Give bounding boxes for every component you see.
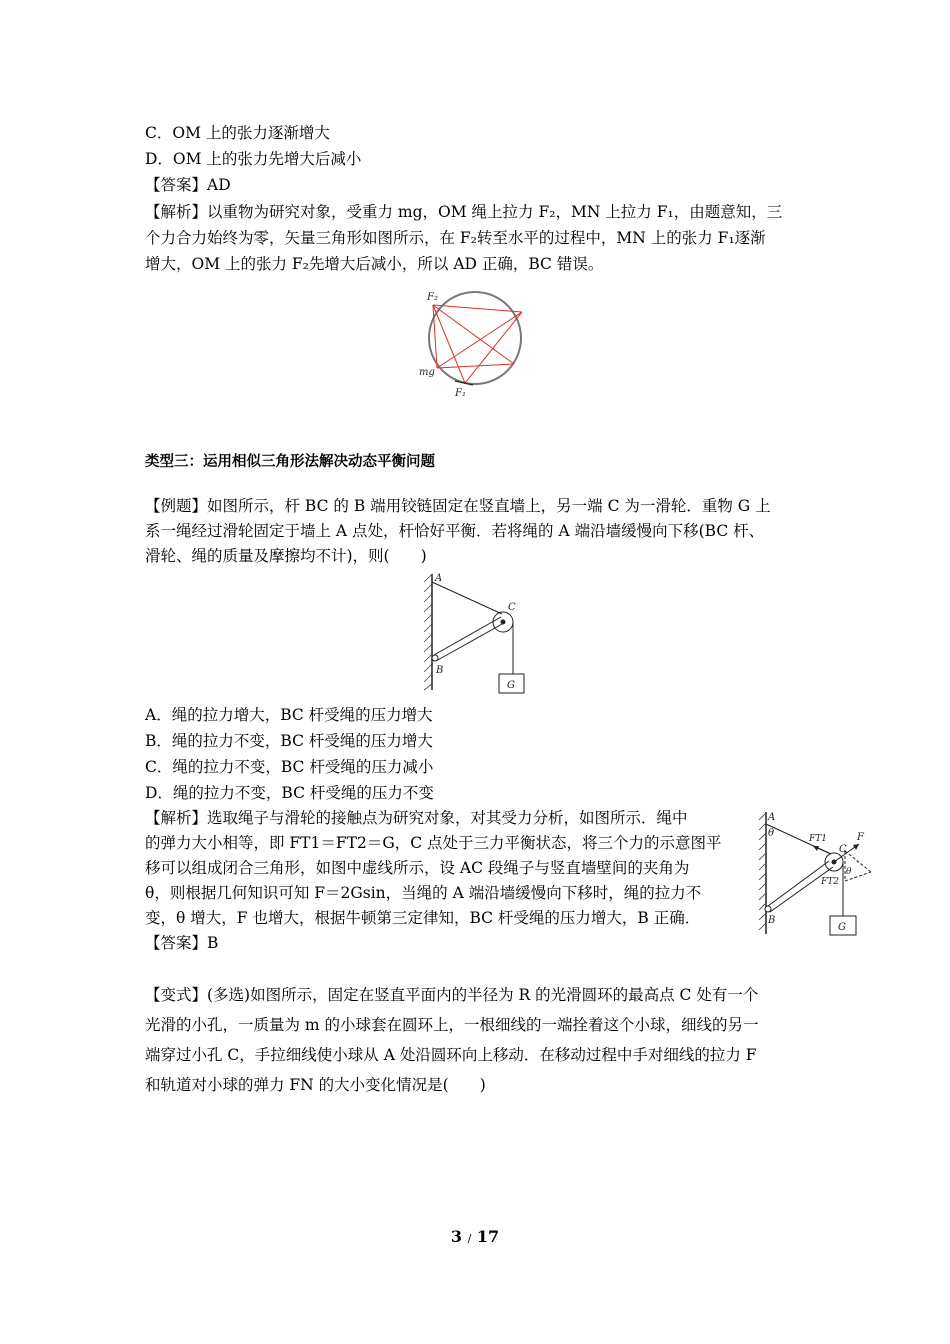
label-theta-2: θ (846, 867, 852, 877)
analysis-prev-line-1: 【解析】以重物为研究对象，受重力 mg，OM 绳上拉力 F₂，MN 上拉力 F₁，由题意知，三 (145, 203, 783, 221)
label-g: G (507, 680, 515, 691)
page-current: 3 (450, 1227, 462, 1246)
rope-ac (432, 582, 502, 614)
label-mg: mg (419, 367, 435, 378)
analysis-prev-line-2: 个力合力始终为零，矢量三角形如图所示，在 F₂转至水平的过程中，MN 上的张力 F₁逐渐 (145, 229, 766, 247)
example-stem-line-1: 【例题】如图所示，杆 BC 的 B 端用铰链固定在竖直墙上，另一端 C 为一滑轮．重物 G 上 (145, 497, 771, 515)
f-arrowhead (853, 844, 859, 850)
variant-line-1: 【变式】(多选)如图所示，固定在竖直平面内的半径为 R 的光滑圆环的最高点 C 处有一个 (145, 986, 759, 1004)
example-analysis-line-2: 的弹力大小相等，即 FT1＝FT2＝G，C 点处于三力平衡状态，将三个力的示意图平 (145, 834, 722, 852)
page-number (0, 1227, 950, 1246)
hinge-b-2 (765, 906, 771, 912)
label-f1: F₁ (455, 388, 466, 399)
label-c: C (508, 602, 516, 613)
variant-line-2: 光滑的小孔，一质量为 m 的小球套在圆环上，一根细线的一端拴着这个小球，细线的另一 (145, 1016, 759, 1034)
page-sep: / (467, 1232, 472, 1245)
label-ft2: FT2 (821, 877, 839, 887)
wall-hatching-2 (759, 813, 766, 930)
label-b-2: B (768, 915, 776, 926)
label-f2: F₂ (427, 292, 438, 303)
variant-line-3: 端穿过小孔 C，手拉细线使小球从 A 处沿圆环向上移动．在移动过程中手对细线的拉力 F (145, 1046, 757, 1064)
force-triangles (433, 305, 522, 383)
label-a-2: A (768, 812, 776, 823)
option-c-prev: C．OM 上的张力逐渐增大 (145, 124, 330, 142)
rod-bc-top (434, 617, 501, 655)
example-stem-line-3: 滑轮、绳的质量及摩擦均不计)，则( ) (145, 547, 427, 565)
example-analysis-line-3: 移可以组成闭合三角形，如图中虚线所示，设 AC 段绳子与竖直墙壁间的夹角为 (145, 859, 690, 877)
label-g-2: G (838, 922, 846, 933)
pulley-axle (501, 620, 506, 625)
rod-bc-bottom-2 (770, 867, 833, 912)
answer-prev: 【答案】AD (145, 176, 231, 194)
option-b: B．绳的拉力不变，BC 杆受绳的压力增大 (145, 732, 433, 750)
example-analysis-line-5: 变，θ 增大，F 也增大，根据牛顿第三定律知，BC 杆受绳的压力增大，B 正确． (145, 909, 701, 927)
example-answer: 【答案】B (145, 934, 219, 952)
page-total: 17 (476, 1227, 500, 1246)
hinge-b (432, 655, 438, 661)
rod-bc-top-2 (768, 861, 829, 906)
label-theta: θ (768, 828, 775, 839)
option-a: A．绳的拉力增大，BC 杆受绳的压力增大 (145, 706, 433, 724)
rod-pulley-figure (420, 568, 535, 696)
example-analysis-line-4: θ，则根据几何知识可知 F＝2Gsin，当绳的 A 端沿墙缓慢向下移时，绳的拉力不 (145, 884, 702, 902)
force-analysis-figure (755, 806, 875, 941)
example-stem-line-2: 系一绳经过滑轮固定于墙上 A 点处，杆恰好平衡．若将绳的 A 端沿墙缓慢向下移(BC 杆、 (145, 522, 765, 540)
wall-hatching (424, 574, 432, 690)
vector-circle-figure (415, 285, 535, 400)
label-f: F (857, 832, 864, 843)
label-a: A (435, 573, 443, 584)
label-ft1: FT1 (809, 834, 827, 844)
variant-line-4: 和轨道对小球的弹力 FN 的大小变化情况是( ) (145, 1076, 486, 1094)
label-c-2: C (839, 844, 847, 855)
label-b: B (436, 665, 444, 676)
option-d-prev: D．OM 上的张力先增大后减小 (145, 150, 362, 168)
rod-bc-bottom (436, 623, 504, 661)
option-d: D．绳的拉力不变，BC 杆受绳的压力不变 (145, 784, 434, 802)
option-c: C．绳的拉力不变，BC 杆受绳的压力减小 (145, 758, 434, 776)
analysis-prev-line-3: 增大，OM 上的张力 F₂先增大后减小，所以 AD 正确，BC 错误。 (145, 255, 604, 273)
example-analysis-line-1: 【解析】选取绳子与滑轮的接触点为研究对象，对其受力分析，如图所示．绳中 (145, 809, 688, 827)
section-title: 类型三：运用相似三角形法解决动态平衡问题 (145, 454, 435, 470)
